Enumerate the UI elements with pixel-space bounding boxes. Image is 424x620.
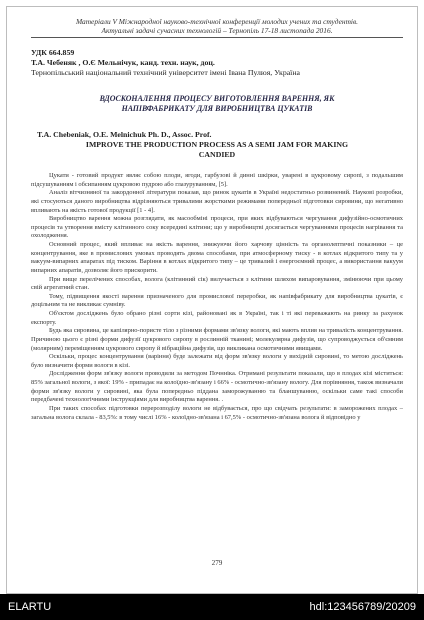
document-page: [6, 6, 418, 594]
conference-header-line-2: Актуальні задачі сучасних технологій – Тернопіль 17-18 листопада 2016.: [101, 26, 333, 35]
page-content: [31, 17, 403, 567]
title-ukrainian: [31, 94, 403, 114]
handle-identifier: hdl:123456789/20209: [309, 601, 416, 613]
repository-name: ELARTU: [8, 601, 52, 613]
paragraph: Цукати - готовий продукт являє собою плоди, ягоди, гарбузові й динні шкірки, уварені в цукровому сиропі, з подальшим підсушуванням і обсипанням цукровою пудрою або глазуруванням, [5].: [31, 172, 403, 188]
authors-ukrainian: Т.А. Чебеняк , О.Є Мельнічук, канд. техн. наук, доц.: [31, 58, 215, 67]
title-english-line-1: IMPROVE THE PRODUCTION PROCESS AS A SEMI JAM FOR MAKING: [85, 140, 349, 149]
paragraph: При вище перелічених способах, волога (клітинний сік) вилучається з клітини шляхом випаровування, змінюючи при цьому свій агрегатний стан.: [31, 275, 403, 292]
paragraph: Будь яка сировина, це капілярно-пористе тіло з різними формами зв'язку вологи, які мають вплив на тривалість концентрування. Причиною цього є різні форми дифузії цукрового сиропу в рослинній тканині; молекулярна дифузія, що супроводжується об'ємним (молярним) переміщенням цукрового сиропу й вібраційна дифузія, що викликана осмотичними явищами.: [31, 327, 403, 352]
paragraph: Об'єктом досліджень було обрано різні сорти кізі, районовані як в Україні, так і ті які переважають на ринку за рахунок експорту.: [31, 310, 403, 326]
paragraph: Дослідження форм зв'язку вологи проводили за методом Почнніка. Отримані результати показали, що в плодах кізі міститься: 85% загальної вологи, з якої: 19% - припадає на колоїдно-зв'язану і 66% - осмотично-зв'язану вологу. Для порівняння, також визначали форми зв'язку вологи у сировині, яка була попередньо піддана заморожуванню та бланшуванню, оскільки саме такі способи передбачені технологічними інструкціями для виробництва варення. .: [31, 370, 403, 404]
paragraph: Виробництво варення можна розглядати, як масообміні процеси, при яких відбуваються чергування дифузійно-осмотичних процесів та утворення вмісту клітинного соку всередині клітини; що у виробництві досягається чергуваннями процесів нагрівання та охолодження.: [31, 215, 403, 240]
repository-footer-bar: [0, 594, 424, 620]
article-body: [31, 172, 403, 422]
affiliation-ukrainian: Тернопільський національний технічний університет імені Івана Пулюя, Україна: [31, 68, 300, 77]
title-english-line-2: CANDIED: [198, 150, 236, 159]
title-ukrainian-line-2: НАПІВФАБРИКАТУ ДЛЯ ВИРОБНИЦТВА ЦУКАТІВ: [121, 104, 313, 113]
paragraph: Аналіз вітчизняної та закордонної літератури показав, що ринок цукатів в Україні недостатньо розвинений. Наукові розробки, які стосуються даного виробництва відрізняються тривалими жорсткими режимами попередньої підготовки сировини, що негативно впливають на якість готової продукції [1 - 4].: [31, 189, 403, 214]
title-english: [31, 140, 403, 160]
conference-header-line-1: Матеріали V Міжнародної науково-технічної конференції молодих учених та студентів.: [75, 17, 359, 26]
page-number: 279: [211, 559, 223, 567]
authors-english: T.A. Chebeniak, O.E. Melnichuk Ph. D., Assoc. Prof.: [37, 130, 212, 139]
paragraph: Тому, підвищення якості варення призначеного для промислової переробки, як напівфабрикату для виробництва цукатів, є доцільним та не викликає сумніву.: [31, 292, 403, 309]
paragraph: Оскільки, процес концентрування (варіння) буде залежати від форм зв'язку вологи у вихідній сировині, то метою досліджень було визначити форми вологи в кізі.: [31, 353, 403, 369]
conference-header: [31, 17, 403, 38]
udk-code: УДК 664.859: [31, 48, 75, 57]
title-ukrainian-line-1: ВДОСКОНАЛЕННЯ ПРОЦЕСУ ВИГОТОВЛЕННЯ ВАРЕННЯ, ЯК: [99, 94, 335, 103]
paragraph: Основний процес, який впливає на якість варення, знижуючи його харчову цінність та органолептичні показники – це концентрування, яке в промислових умовах проводять двома способами, при атмосферному тиску - в котлах відкритого типу та у вакуум-випарних апаратах під тиском. Варіння в котлах відкритого типу – це тривалий і енергоємний процес, а використання вакуум випарних апаратів, дозволяє його прискорити.: [31, 241, 403, 274]
paragraph: При таких способах підготовки перерозподілу вологи не відбувається, про що свідчать результати: в заморожених плодах – загальна волога склала - 83,5%: в тому числі 16% - колоїдно-зв'язана і 67,5% - осмотично-зв'язана волога й відповідно у: [31, 404, 403, 421]
